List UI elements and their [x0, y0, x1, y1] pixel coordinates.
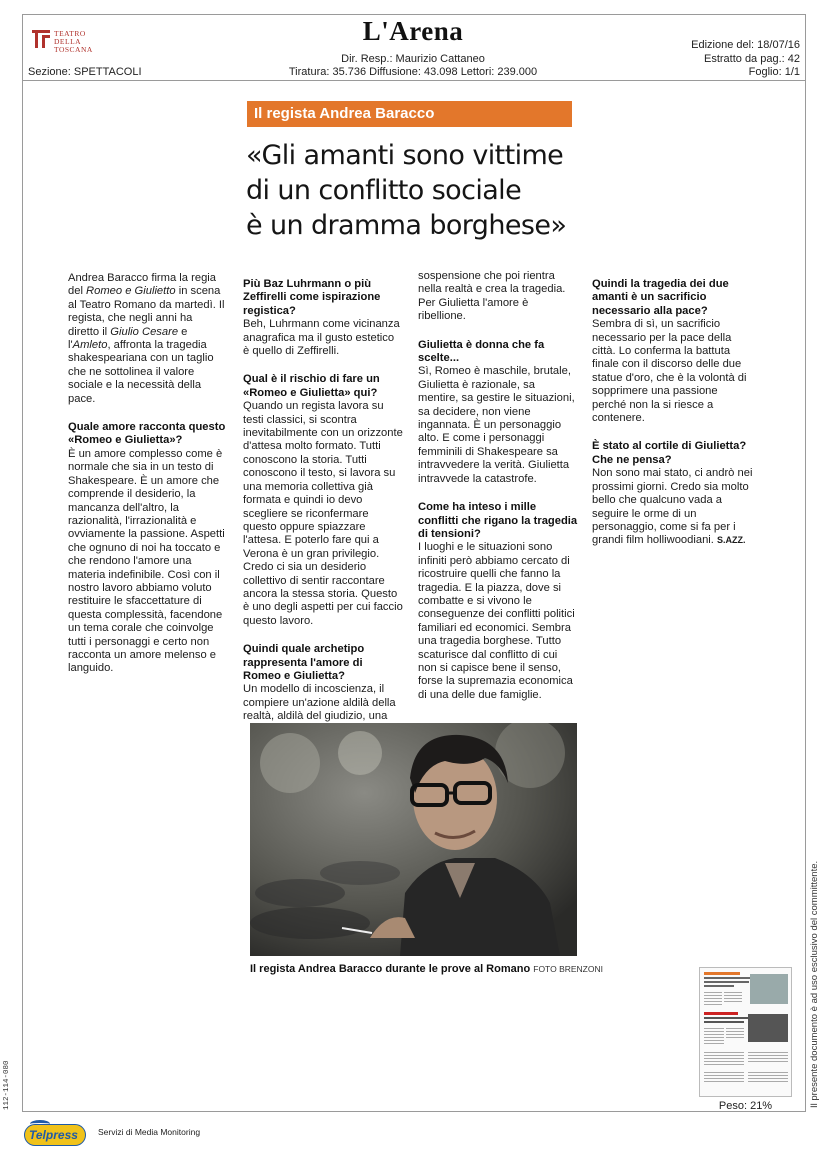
text-run: in scena al Teatro Romano da martedì. Il regista, che negli anni ha diretto il [68, 285, 225, 338]
text-run: , affronta la tragedia shakespeariana con un taglio che ne sottolinea il valore sociale e la necessità della pace. [68, 339, 214, 405]
article-column-1 [68, 272, 226, 676]
article-column-3 [418, 270, 578, 702]
text-run: È un amore complesso come è normale che sia in un testo di Shakespeare. È un amore che comprende il desiderio, la mancanza dell'altro, la razionalità, l'irrazionalità e ovviamente la passione. Aspetti che ognuno di noi ha toccato e che rendono l'amore una materia indefinibile. Così con il nostro lavoro abbiamo voluto restituire le sfaccettature di questa complessità, facendone un tema corale che coinvolge tutti i personaggi e certo non racconta un amore melenso e languido. [68, 447, 225, 675]
italic-title: Romeo e Giulietto [86, 285, 176, 298]
edition-date: Edizione del: 18/07/16 [691, 39, 800, 51]
header-divider [22, 80, 806, 81]
text-run: Sembra di sì, un sacrificio necessario per la pace della città. Lo conferma la battuta finale con il discorso delle due statue d'oro, che è la volontà di sopprimere una passione perché non la si riesce a contenere. [592, 318, 747, 425]
article-paragraph [68, 272, 226, 406]
article-paragraph [418, 541, 578, 702]
interview-question: È stato al cortile di Giulietta? Che ne pensa? [592, 440, 747, 466]
text-run: e l' [68, 325, 188, 352]
masthead: L'Arena [362, 16, 464, 46]
headline-line: «Gli amanti sono vittime [246, 140, 564, 171]
text-run: Un modello di incoscienza, il compiere un'azione aldilà della realtà, aldilà del giudizio, una [243, 683, 396, 723]
page-thumbnail [699, 967, 792, 1097]
article-paragraph [68, 448, 226, 676]
interview-question: Giulietta è donna che fa scelte... [418, 338, 545, 365]
paragraph-gap [68, 406, 226, 421]
director-line: Dir. Resp.: Maurizio Cattaneo [341, 53, 485, 65]
interview-question: Come ha inteso i mille conflitti che rigano la tragedia di tensioni? [418, 501, 578, 540]
telpress-swoosh-icon [30, 1120, 50, 1128]
italic-title: Amleto [72, 339, 108, 352]
paragraph-gap [418, 486, 578, 501]
circulation-line: Tiratura: 35.736 Diffusione: 43.098 Lettori: 239.000 [288, 66, 538, 78]
weight-indicator: Peso: 21% [718, 1100, 773, 1112]
article-paragraph [418, 270, 578, 324]
document-code: 112-114-080 [3, 1060, 11, 1110]
text-run: Non sono mai stato, ci andrò nei prossimi giorni. Credo sia molto bello che qualcuno vada a seguire le orme di un personaggio, come si fa per i grandi film holliwoodiani. [592, 467, 753, 547]
interview-question: Quindi la tragedia dei due amanti è un sacrificio necessario alla pace? [592, 278, 729, 317]
text-run: Sì, Romeo è maschile, brutale, Giulietta è razionale, sa mentire, sa gestire le situazioni, sa decidere, non viene ingannata. È un personaggio alto. E come i personaggi femminili di Shakespeare sa intravvedere la verità. Giulietta intravvede la catastrofe. [418, 365, 575, 485]
headline-line: è un dramma borghese» [246, 210, 567, 241]
article-paragraph [592, 318, 754, 425]
text-run: Andrea Baracco firma la regia del [68, 272, 216, 298]
paragraph-gap [243, 628, 403, 643]
article-paragraph [243, 400, 403, 628]
article-headline [246, 138, 576, 243]
article-paragraph [243, 318, 403, 358]
photo-caption [250, 963, 603, 975]
photo-caption-text: Il regista Andrea Baracco durante le prove al Romano [250, 963, 531, 975]
interview-question: Quindi quale archetipo rappresenta l'amore di Romeo e Giulietta? [243, 643, 365, 682]
section-label: Sezione: SPETTACOLI [28, 66, 142, 78]
telpress-logo [24, 1120, 86, 1148]
article-paragraph [243, 683, 403, 723]
disclaimer-vertical: Il presente documento è ad uso esclusivo del committente. [809, 860, 820, 1108]
article-paragraph [592, 467, 754, 547]
article-paragraph [418, 365, 578, 486]
interview-question: Più Baz Luhrmann o più Zeffirelli come ispirazione registica? [243, 278, 381, 317]
article-kicker: Il regista Andrea Baracco [247, 101, 572, 127]
article-column-2 [243, 278, 403, 724]
text-run: sospensione che poi rientra nella realtà e crea la tragedia. Per Giulietta l'amore è ribellione. [418, 270, 566, 323]
text-run: Quando un regista lavora su testi classici, si scontra inevitabilmente con un orizzonte d'attesa molto formato. Tutti conoscono la storia. Tutti conoscono il testo, si lavora su una memoria collettiva già formata e quindi io devo scegliere se riconfermare questo oppure spiazzare l'attesa. E poterlo fare qui a Verona è un gran privilegio. Credo ci sia un desiderio collettivo di sentir raccontare ancora la stessa storia. Questo è uno degli aspetti per cui faccio questo lavoro. [243, 400, 403, 627]
interview-question: Quale amore racconta questo «Romeo e Giulietta»? [68, 421, 226, 447]
paragraph-gap [418, 324, 578, 339]
paragraph-gap [243, 358, 403, 373]
text-run: I luoghi e le situazioni sono infiniti però abbiamo cercato di ricostruire quelli che fanno la tragedia. E la piazza, dove si combatte e si vivono le conseguenze dei conflitti politici familiari ed economici. Sembra una tragedia borghese. Tutto scaturisce dal conflitto di cui non si capisce bene il senso, forse la supremazia economica di una delle due famiglie. [418, 541, 575, 701]
page-extract: Estratto da pag.: 42 [703, 53, 800, 65]
headline-line: di un conflitto sociale [246, 175, 522, 206]
article-photo [250, 723, 577, 956]
services-label: Servizi di Media Monitoring [98, 1127, 201, 1137]
author-signature: S.AZZ. [717, 535, 746, 546]
italic-title: Giulio Cesare [110, 325, 179, 338]
telpress-logo-text: Telpress [29, 1128, 78, 1142]
theater-logo-text: TEATRO DELLA TOSCANA [54, 29, 93, 54]
paragraph-gap [592, 425, 754, 440]
sheet-number: Foglio: 1/1 [748, 66, 800, 78]
text-run: Beh, Luhrmann come vicinanza anagrafica ma il gusto estetico è quello di Zeffirelli. [243, 318, 400, 358]
article-column-4 [592, 278, 754, 548]
interview-question: Qual è il rischio di fare un «Romeo e Giulietta» qui? [243, 373, 380, 399]
photo-credit: FOTO BRENZONI [533, 964, 603, 974]
